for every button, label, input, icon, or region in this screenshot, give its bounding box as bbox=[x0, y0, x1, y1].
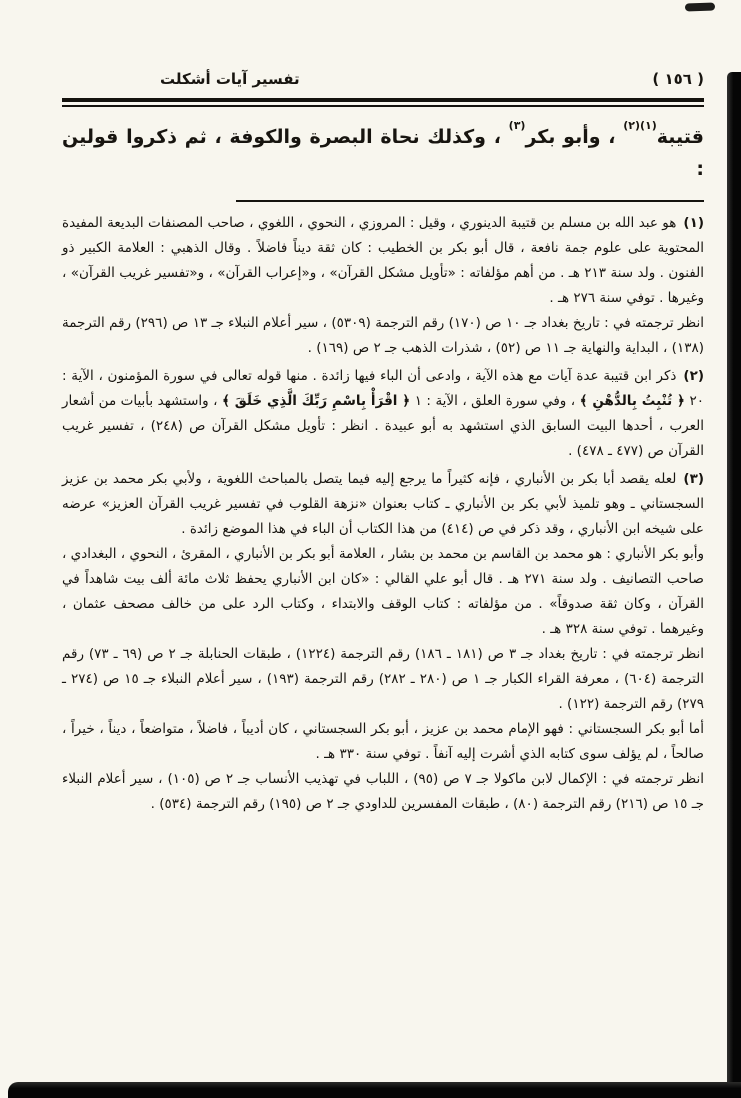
footnote-3 bbox=[62, 467, 704, 817]
footnotes-section bbox=[62, 211, 704, 817]
footnote-paragraph: وأبو بكر الأنباري : هو محمد بن القاسم بن محمد بن بشار ، العلامة أبو بكر بن الأنباري ، المقرئ ، النحوي ، البغدادي ، صاحب التصانيف . ولد سنة ٢٧١ هـ . قال أبو علي القالي : «كان ابن الأنباري يحفظ ثلاث مائة ألف بيت شاهداً في القرآن ، وكان ثقة صدوقاً» . من مؤلفاته : كتاب الوقف والابتداء ، وكتاب الرد على من خالف مصحف عثمان ، وغيرهما . توفي سنة ٣٢٨ هـ . bbox=[61, 546, 704, 637]
footnote-paragraph bbox=[62, 467, 704, 542]
header-double-rule bbox=[62, 98, 704, 107]
book-title: تفسير آيات أشكلت bbox=[160, 70, 300, 88]
page-content bbox=[62, 0, 704, 817]
page-number: ( ١٥٦ ) bbox=[652, 70, 704, 88]
footnote-marker-3: (٣) bbox=[683, 471, 704, 487]
footnote-2 bbox=[62, 364, 704, 464]
scan-edge-bottom bbox=[8, 1082, 741, 1098]
body-text-line bbox=[62, 118, 704, 185]
footnote-ref-2: (٢) bbox=[623, 118, 640, 132]
footnote-paragraph: أما أبو بكر السجستاني : فهو الإمام محمد بن عزيز ، أبو بكر السجستاني ، كان أديباً ، فاضلاً ، متواضعاً ، ديناً ، خيراً ، صالحاً ، لم يؤلف سوى كتابه الذي أشرت إليه آنفاً . توفي سنة ٣٣٠ هـ . bbox=[62, 721, 704, 762]
footnote-paragraph: انظر ترجمته في : الإكمال لابن ماكولا جـ ٧ ص (٩٥) ، اللباب في تهذيب الأنساب جـ ٢ ص (١٠٥) ، سير أعلام النبلاء جـ ١٥ ص (٢١٦) رقم الترجمة (٨٠) ، طبقات المفسرين للداودي جـ ٢ ص (١٩٥) رقم الترجمة (٥٣٤) . bbox=[62, 771, 704, 812]
footnote-paragraph: انظر ترجمته في : تاريخ بغداد جـ ١٠ ص (١٧٠) رقم الترجمة (٥٣٠٩) ، سير أعلام النبلاء جـ ١٣ ص (٢٩٦) رقم الترجمة (١٣٨) ، البداية والنهاية جـ ١١ ص (٥٢) ، شذرات الذهب جـ ٢ ص (١٦٩) . bbox=[62, 315, 705, 356]
footnote-marker-2: (٢) bbox=[683, 368, 704, 384]
footnote-1 bbox=[62, 211, 704, 361]
footnote-text: لعله يقصد أبا بكر بن الأنباري ، فإنه كثيراً ما يرجع إليه فيما يتصل بالمباحث اللغوية ، ولأبي بكر محمد بن عزيز السجستاني ـ وهو تلميذ لأبي بكر بن الأنباري ـ كتاب بعنوان «نزهة القلوب في تفسير غريب القرآن العزيز» عرضه على شيخه ابن الأنباري ، وقد ذكر في ص (٤١٤) من هذا الكتاب أن الباء في هذا الموضع زائدة . bbox=[62, 471, 704, 537]
footnote-text: ، وفي سورة العلق ، الآية : ١ bbox=[414, 393, 576, 409]
body-text-segment: ، وكذلك نحاة البصرة والكوفة ، ثم ذكروا قولين : bbox=[62, 126, 704, 180]
footnote-text: ، واستشهد بأبيات من أشعار العرب ، أحدها البيت السابق الذي استشهد به أبو عبيدة . انظر : تأويل مشكل القرآن ص (٢٤٨) ، تفسير غريب القرآن ص (٤٧٧ ـ ٤٧٨) . bbox=[62, 393, 705, 459]
footnote-paragraph bbox=[62, 211, 704, 311]
footnote-separator-rule bbox=[236, 200, 704, 202]
body-text-segment: ، وأبو بكر bbox=[525, 126, 624, 148]
scan-edge-right bbox=[727, 72, 741, 1098]
footnote-paragraph bbox=[62, 364, 704, 464]
quran-quote-1: ﴿ تُنْبِتُ بِالدُّهْنِ ﴾ bbox=[579, 393, 685, 409]
quran-quote-2: ﴿ اقْرَأْ بِاسْمِ رَبِّكَ الَّذِي خَلَقَ ﴾ bbox=[221, 393, 411, 409]
footnote-marker-1: (١) bbox=[683, 215, 704, 231]
footnote-ref-3: (٣) bbox=[508, 118, 526, 132]
footnote-text: هو عبد الله بن مسلم بن قتيبة الدينوري ، وقيل : المروزي ، النحوي ، اللغوي ، صاحب المصنفات البديعة المفيدة المحتوية على علوم جمة نافعة ، قال أبو بكر بن الخطيب : كان ثقة ديناً فاضلاً . وقال الذهبي : العلامة الكبير ذو الفنون . ولد سنة ٢١٣ هـ . من أهم مؤلفاته : «تأويل مشكل القرآن» ، و«إعراب القرآن» ، و«تفسير غريب القرآن» ، وغيرها . توفي سنة ٢٧٦ هـ . bbox=[62, 215, 704, 306]
body-text-segment: قتيبة bbox=[656, 126, 704, 148]
footnote-paragraph: انظر ترجمته في : تاريخ بغداد جـ ٣ ص (١٨١ ـ ١٨٦) رقم الترجمة (١٢٢٤) ، طبقات الحنابلة جـ ٢ ص (٦٩ ـ ٧٣) رقم الترجمة (٦٠٤) ، معرفة القراء الكبار جـ ١ ص (٢٨٠ ـ ٢٨٢) رقم الترجمة (١٩٣) ، سير أعلام النبلاء جـ ١٥ ص (٢٧٤ ـ ٢٧٩) رقم الترجمة (١٢٢) . bbox=[62, 646, 705, 712]
footnote-text: ذكر ابن قتيبة عدة آيات مع هذه الآية ، وادعى أن الباء فيها زائدة . منها قوله تعالى في سورة المؤمنون ، الآية : ٢٠ bbox=[62, 368, 704, 409]
footnote-ref-1: (١) bbox=[639, 118, 657, 132]
page-header bbox=[62, 0, 704, 88]
